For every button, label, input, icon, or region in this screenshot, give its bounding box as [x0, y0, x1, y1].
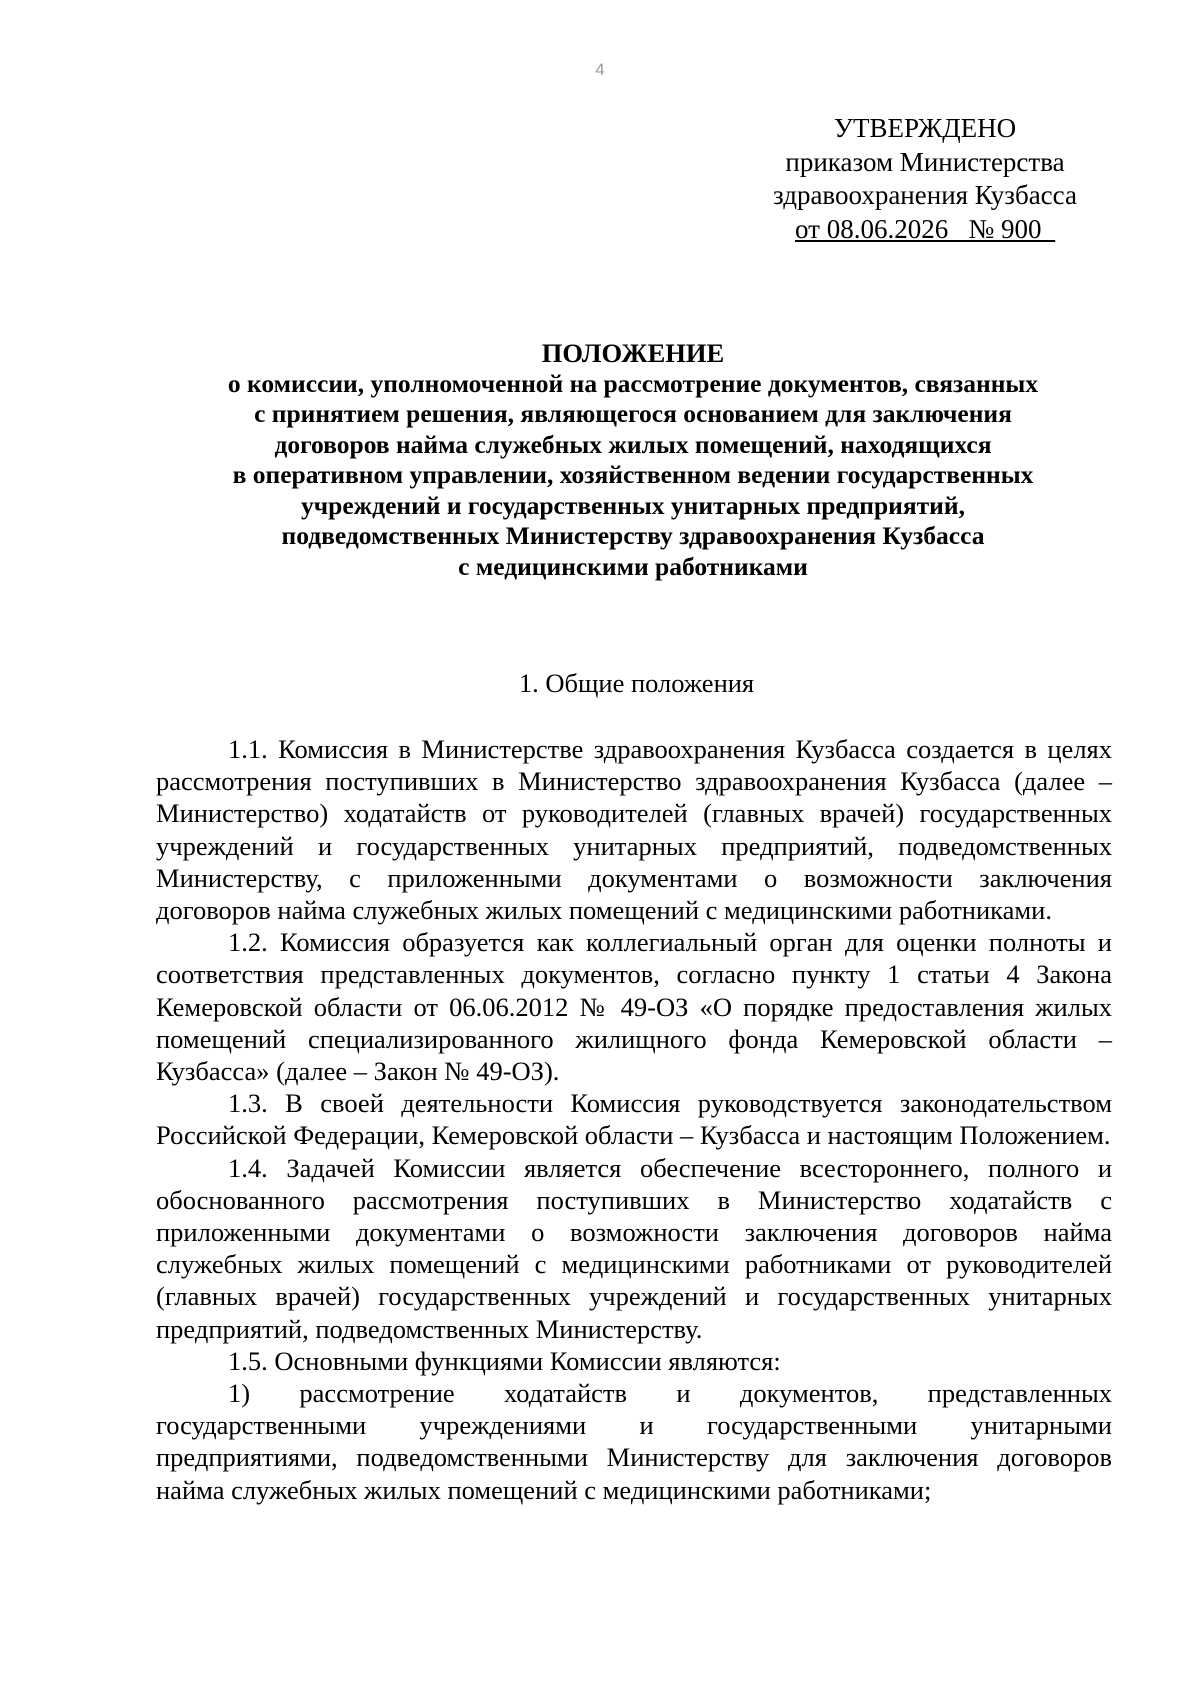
- section-body: [156, 733, 1112, 1506]
- title-line: подведомственных Министерству здравоохранения Кузбасса: [281, 521, 985, 550]
- approval-order-line: приказом Министерства: [785, 146, 1065, 177]
- paragraph-1-1: 1.1. Комиссия в Министерстве здравоохранения Кузбасса создается в целях рассмотрения поступивших в Министерство здравоохранения Кузбасса (далее – Министерство) ходатайств от руководителей (главных врачей) государственных учреждений и государственных унитарных предприятий, подведомственных Министерству, с приложенными документами о возможности заключения договоров найма служебных жилых помещений с медицинскими работниками.: [156, 734, 1112, 926]
- section-heading: 1. Общие положения: [518, 668, 755, 698]
- approval-ministry-line: здравоохранения Кузбасса: [773, 180, 1077, 210]
- title-line: о комиссии, уполномоченной на рассмотрение документов, связанных: [227, 368, 1039, 398]
- title-line: в оперативном управлении, хозяйственном ведении государственных: [232, 460, 1034, 489]
- title-line: с медицинскими работниками: [458, 551, 808, 581]
- approval-stamp: [740, 112, 1110, 246]
- document-title: [150, 338, 1116, 582]
- list-item-1: 1) рассмотрение ходатайств и документов, представленных государственными учреждениями и государственными унитарными предприятиями, подведомственными Министерству для заключения договоров найма служебных жилых помещений с медицинскими работниками;: [156, 1378, 1112, 1505]
- page-number: 4: [595, 60, 605, 79]
- title-line: с принятием решения, являющегося основанием для заключения: [254, 399, 1012, 428]
- paragraph-1-2: 1.2. Комиссия образуется как коллегиальный орган для оценки полноты и соответствия представленных документов, согласно пункту 1 статьи 4 Закона Кемеровской области от 06.06.2012 № 49-ОЗ «О порядке предоставления жилых помещений специализированного жилищного фонда Кемеровской области – Кузбасса» (далее – Закон № 49-ОЗ).: [156, 927, 1112, 1087]
- paragraph-1-3: 1.3. В своей деятельности Комиссия руководствуется законодательством Российской Федерации, Кемеровской области – Кузбасса и настоящим Положением.: [156, 1088, 1112, 1151]
- title-line: договоров найма служебных жилых помещений, находящихся: [274, 429, 992, 459]
- approval-status: УТВЕРЖДЕНО: [833, 113, 1017, 143]
- title-line: учреждений и государственных унитарных предприятий,: [301, 490, 965, 520]
- paragraph-1-5: 1.5. Основными функциями Комиссии являются:: [228, 1345, 781, 1376]
- document-heading: ПОЛОЖЕНИЕ: [541, 338, 725, 368]
- paragraph-1-4: 1.4. Задачей Комиссии является обеспечение всестороннего, полного и обоснованного рассмотрения поступивших в Министерство ходатайств с приложенными документами о возможности заключения договоров найма служебных жилых помещений с медицинскими работниками от руководителей (главных врачей) государственных учреждений и государственных унитарных предприятий, подведомственных Министерству.: [156, 1152, 1112, 1344]
- approval-date-number: от 08.06.2026_ № 900_: [795, 213, 1055, 244]
